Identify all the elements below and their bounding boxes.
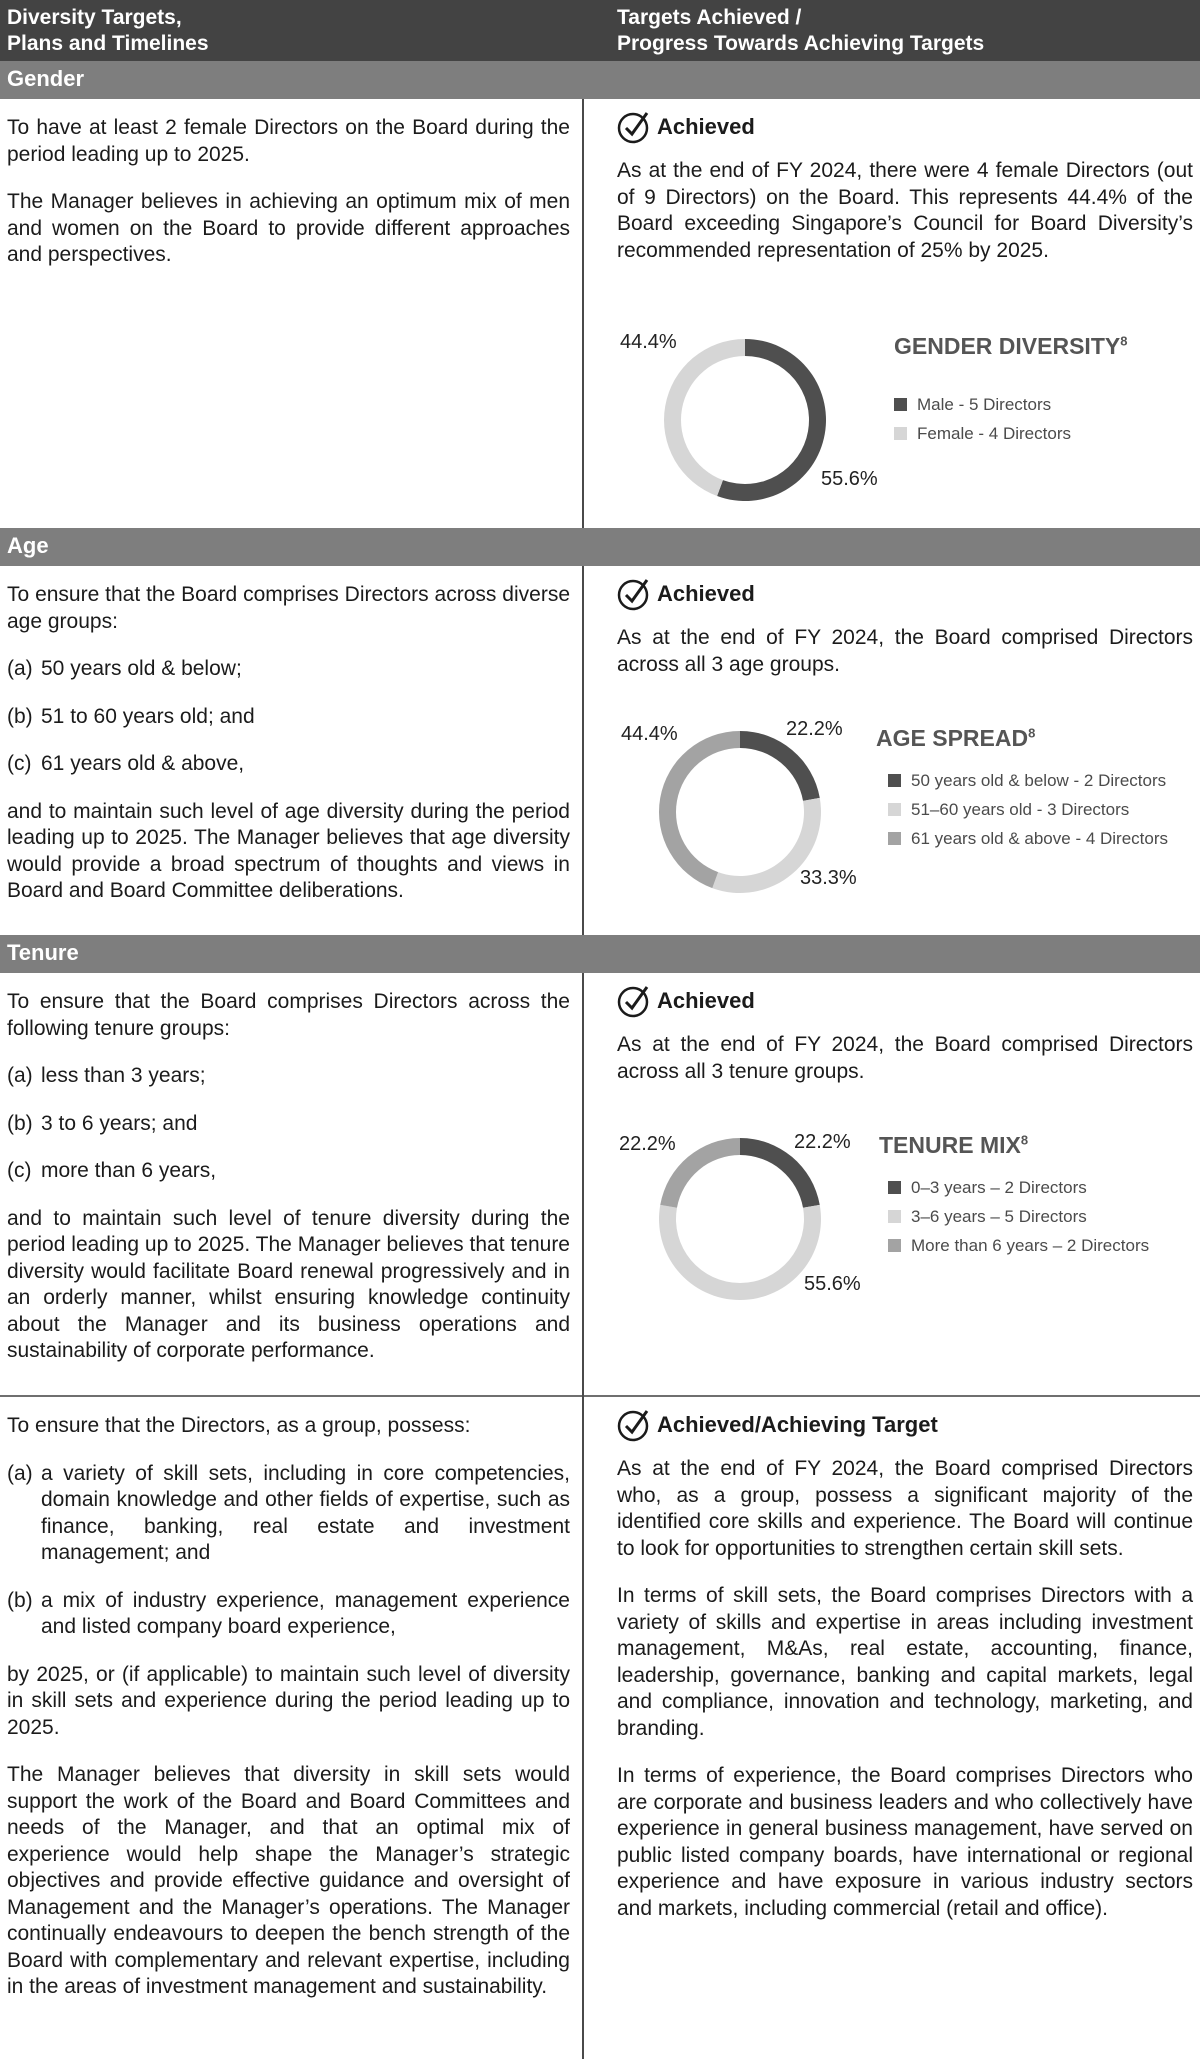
list-item: (b) 51 to 60 years old; and xyxy=(7,704,255,728)
age-targets xyxy=(7,582,570,926)
skills-status xyxy=(617,1408,1193,1442)
header-col2: Targets Achieved / Progress Towards Achieving Targets xyxy=(617,6,985,55)
gender-legend xyxy=(894,390,1071,448)
tenure-outro: and to maintain such level of tenure diversity during the period leading up to 2025. The Manager believes that tenure diversity would facilitate Board renewal progressively and in an orderly manner, whilst ensuring knowledge continuity about the Manager and its business operations and sustainability of corporate performance. xyxy=(7,1206,570,1362)
list-item: (b) 3 to 6 years; and xyxy=(7,1111,198,1135)
status-label: Achieved/Achieving Target xyxy=(657,1411,938,1437)
gender-targets xyxy=(7,115,570,290)
legend-swatch xyxy=(894,398,907,411)
gender-progress-text: As at the end of FY 2024, there were 4 female Directors (out of 9 Directors) on the Board. This represents 44.4% of the Board exceeding Singapore’s Council for Board Diversity’s recommended representation of 25% by 2025. xyxy=(617,159,1193,262)
legend-swatch xyxy=(888,774,901,787)
tenure-targets xyxy=(7,989,570,1386)
legend-swatch xyxy=(888,803,901,816)
legend-swatch xyxy=(888,1181,901,1194)
status-label: Achieved xyxy=(657,987,755,1013)
legend-swatch xyxy=(888,832,901,845)
list-item: (b) a mix of industry experience, management experience and listed company board experience, xyxy=(7,1588,570,1638)
tenure-status xyxy=(617,984,1193,1018)
donut-slice-2 xyxy=(664,339,745,496)
skills-targets xyxy=(7,1413,570,2022)
age-legend xyxy=(888,766,1168,853)
skills-belief-text: The Manager believes that diversity in skill sets would support the work of the Board and Board Committees and needs of the Manager, and that an optimal mix of experience would help shape the Manager’s strategic objectives and provide effective guidance and oversight of Management and the Manager’s operations. The Manager continually endeavours to deepen the bench strength of the Board with complementary and relevant expertise, including in the areas of investment management and sustainability. xyxy=(7,1763,570,1998)
legend-label: Female - 4 Directors xyxy=(917,424,1071,443)
gender-belief-text: The Manager believes in achieving an optimum mix of men and women on the Board to provide different approaches and perspectives. xyxy=(7,190,570,266)
age-status xyxy=(617,577,1193,611)
skills-timeline-text: by 2025, or (if applicable) to maintain such level of diversity in skill sets and experience during the period leading up to 2025. xyxy=(7,1662,570,1739)
column-divider xyxy=(582,566,584,935)
tenure-legend xyxy=(888,1173,1149,1260)
donut-slice-2 xyxy=(659,1205,821,1300)
status-label: Achieved xyxy=(657,113,755,139)
skills-progress-text-3: In terms of experience, the Board comprises Directors who are corporate and business leaders and who collectively have experience in general business management, have served on public listed company boards, have international or regional experience and have exposure in various industry sectors and markets, including commercial (retail and office). xyxy=(617,1764,1193,1920)
legend-item xyxy=(888,1202,1149,1231)
tenure-intro: To ensure that the Board comprises Directors across the following tenure groups: xyxy=(7,990,570,1040)
legend-swatch xyxy=(894,427,907,440)
donut-slice-1 xyxy=(717,339,826,501)
legend-item xyxy=(888,766,1168,795)
gender-chart-title: GENDER DIVERSITY$^8$ xyxy=(894,333,1128,359)
gender-target-text: To have at least 2 female Directors on the Board during the period leading up to 2025. xyxy=(7,116,570,166)
section-band-gender xyxy=(0,61,1200,99)
list-item: (c) more than 6 years, xyxy=(7,1159,217,1182)
section-band-tenure xyxy=(0,935,1200,973)
row-divider xyxy=(0,1395,1200,1397)
section-title-gender: Gender xyxy=(7,66,85,91)
legend-item xyxy=(888,1231,1149,1260)
status-label: Achieved xyxy=(657,580,755,606)
check-circle-icon xyxy=(617,577,651,611)
gender-donut-chart xyxy=(660,335,830,505)
age-outro: and to maintain such level of age diversity during the period leading up to 2025. The Manager believes that age diversity would provide a broad spectrum of thoughts and views in Board and Board Committee deliberations. xyxy=(7,799,570,902)
age-chart-title: AGE SPREAD$^8$ xyxy=(876,725,1036,751)
check-circle-icon xyxy=(617,984,651,1018)
skills-progress-text-1: As at the end of FY 2024, the Board comprised Directors who, as a group, possess a significant majority of the identified core skills and experience. The Board will continue to look for opportunities to strengthen certain skill sets. xyxy=(617,1457,1193,1560)
gender-pct-male: 55.6% xyxy=(821,468,878,490)
gender-progress xyxy=(617,110,1193,285)
tenure-progress-text: As at the end of FY 2024, the Board comprised Directors across all 3 tenure groups. xyxy=(617,1033,1193,1083)
skills-progress xyxy=(617,1408,1193,1943)
tenure-pct-3-6: 55.6% xyxy=(804,1273,861,1295)
gender-status xyxy=(617,110,1193,144)
legend-label: 3–6 years – 5 Directors xyxy=(911,1207,1087,1226)
age-pct-61-above: 44.4% xyxy=(621,723,678,745)
skills-progress-text-2: In terms of skill sets, the Board comprises Directors with a variety of skills and expertise in areas including investment management, M&As, real estate, accounting, finance, leadership, governance, banking and capital markets, legal and compliance, innovation and technology, marketing, and branding. xyxy=(617,1584,1193,1740)
tenure-chart-title: TENURE MIX$^8$ xyxy=(879,1132,1029,1158)
legend-swatch xyxy=(888,1210,901,1223)
column-divider xyxy=(582,973,584,2059)
legend-swatch xyxy=(888,1239,901,1252)
legend-label: 61 years old & above - 4 Directors xyxy=(911,829,1169,848)
legend-item xyxy=(888,824,1168,853)
legend-label: Male - 5 Directors xyxy=(917,395,1052,414)
list-item: (a) less than 3 years; xyxy=(7,1064,206,1087)
legend-label: 0–3 years – 2 Directors xyxy=(911,1178,1087,1197)
tenure-pct-over-6: 22.2% xyxy=(619,1133,676,1155)
header-col1: Diversity Targets, Plans and Timelines xyxy=(7,6,209,55)
tenure-pct-0-3: 22.2% xyxy=(794,1131,851,1153)
donut-slice-3 xyxy=(659,731,740,888)
tenure-donut-chart xyxy=(655,1134,825,1304)
section-band-age xyxy=(0,528,1200,566)
tenure-progress xyxy=(617,984,1193,1106)
age-intro: To ensure that the Board comprises Directors across diverse age groups: xyxy=(7,583,570,633)
section-title-age: Age xyxy=(7,533,49,558)
legend-label: More than 6 years – 2 Directors xyxy=(911,1236,1150,1255)
age-progress xyxy=(617,577,1193,699)
skills-intro: To ensure that the Directors, as a group, possess: xyxy=(7,1414,471,1437)
age-pct-50-below: 22.2% xyxy=(786,718,843,740)
age-progress-text: As at the end of FY 2024, the Board comprised Directors across all 3 age groups. xyxy=(617,626,1193,676)
donut-slice-1 xyxy=(740,731,820,801)
gender-pct-female: 44.4% xyxy=(620,331,677,353)
legend-label: 51–60 years old - 3 Directors xyxy=(911,800,1130,819)
column-divider xyxy=(582,99,584,528)
legend-item xyxy=(894,419,1071,448)
legend-item xyxy=(888,795,1168,824)
legend-label: 50 years old & below - 2 Directors xyxy=(911,771,1167,790)
legend-item xyxy=(894,390,1071,419)
list-item: (a) a variety of skill sets, including in core competencies, domain knowledge and other fields of expertise, such as finance, banking, real estate and investment management; and xyxy=(7,1461,570,1564)
list-item: (a) 50 years old & below; xyxy=(7,657,242,680)
table-header xyxy=(0,0,1200,61)
check-circle-icon xyxy=(617,1408,651,1442)
age-pct-51-60: 33.3% xyxy=(800,867,857,889)
section-title-tenure: Tenure xyxy=(7,940,79,965)
legend-item xyxy=(888,1173,1149,1202)
check-circle-icon xyxy=(617,110,651,144)
list-item: (c) 61 years old & above, xyxy=(7,752,245,775)
